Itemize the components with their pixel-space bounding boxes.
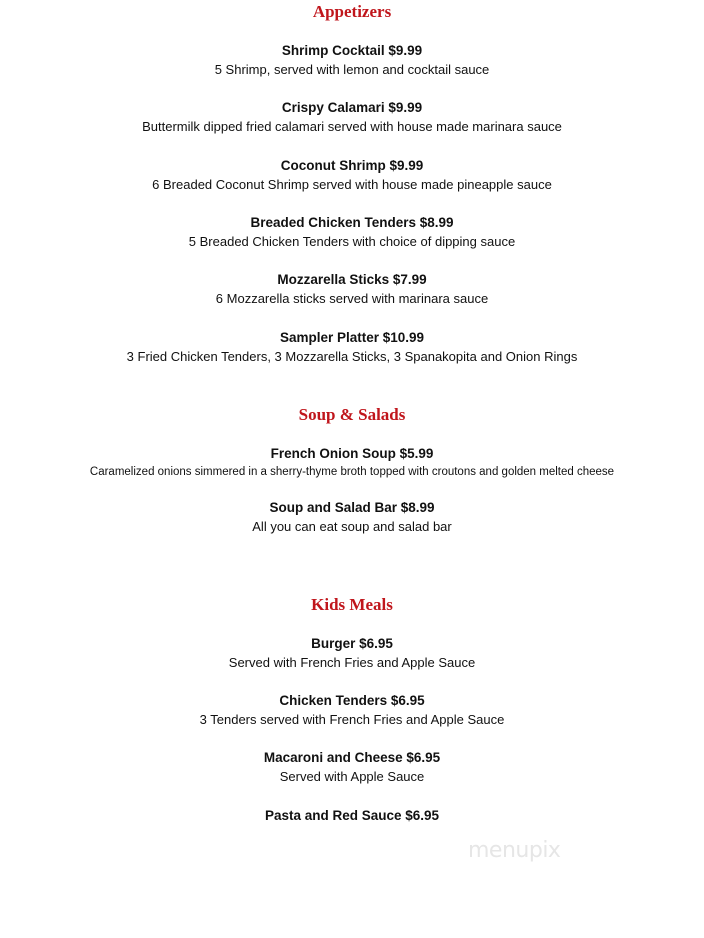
item-description: 6 Breaded Coconut Shrimp served with house made pineapple sauce: [152, 177, 552, 192]
item-name: Macaroni and Cheese $6.95: [263, 750, 441, 765]
item-description: Served with French Fries and Apple Sauce: [228, 655, 476, 670]
item-description: 5 Breaded Chicken Tenders with choice of dipping sauce: [188, 234, 516, 249]
item-name: Crispy Calamari $9.99: [281, 100, 423, 115]
item-description: 6 Mozzarella sticks served with marinara sauce: [215, 291, 489, 306]
item-name: Pasta and Red Sauce $6.95: [264, 808, 440, 823]
item-name: Burger $6.95: [311, 636, 393, 651]
menu-item: [0, 691, 704, 729]
menu-item: [0, 634, 704, 672]
menu-item: [0, 328, 704, 366]
item-name: Chicken Tenders $6.95: [279, 693, 425, 708]
item-name: Shrimp Cocktail $9.99: [281, 43, 423, 58]
section-title-kids-meals: Kids Meals: [311, 595, 393, 614]
menu-item: [0, 98, 704, 136]
item-name: Coconut Shrimp $9.99: [280, 158, 424, 173]
section-title-soup-salads: Soup & Salads: [298, 405, 406, 424]
menu-item: [0, 806, 704, 825]
item-description: 3 Tenders served with French Fries and Apple Sauce: [199, 712, 505, 727]
item-name: Soup and Salad Bar $8.99: [269, 500, 435, 515]
menu-item: [0, 213, 704, 251]
menu-item: [0, 444, 704, 482]
item-name: Sampler Platter $10.99: [279, 330, 425, 345]
item-name: French Onion Soup $5.99: [270, 446, 434, 461]
item-description: All you can eat soup and salad bar: [252, 519, 452, 534]
menu-item: [0, 41, 704, 79]
item-description: 5 Shrimp, served with lemon and cocktail sauce: [214, 62, 490, 77]
item-description: Served with Apple Sauce: [279, 769, 425, 784]
item-description: 3 Fried Chicken Tenders, 3 Mozzarella Sticks, 3 Spanakopita and Onion Rings: [126, 349, 578, 364]
menu-item: [0, 498, 704, 536]
item-name: Breaded Chicken Tenders $8.99: [250, 215, 454, 230]
item-description: Caramelized onions simmered in a sherry-thyme broth topped with croutons and golden melted cheese: [89, 466, 615, 478]
item-name: Mozzarella Sticks $7.99: [277, 272, 427, 287]
item-description: Buttermilk dipped fried calamari served with house made marinara sauce: [142, 119, 562, 134]
section-title-appetizers: Appetizers: [312, 2, 392, 21]
menu-item: [0, 156, 704, 194]
menupix-watermark: menupix: [468, 838, 561, 863]
menu-item: [0, 270, 704, 308]
menu-item: [0, 748, 704, 786]
